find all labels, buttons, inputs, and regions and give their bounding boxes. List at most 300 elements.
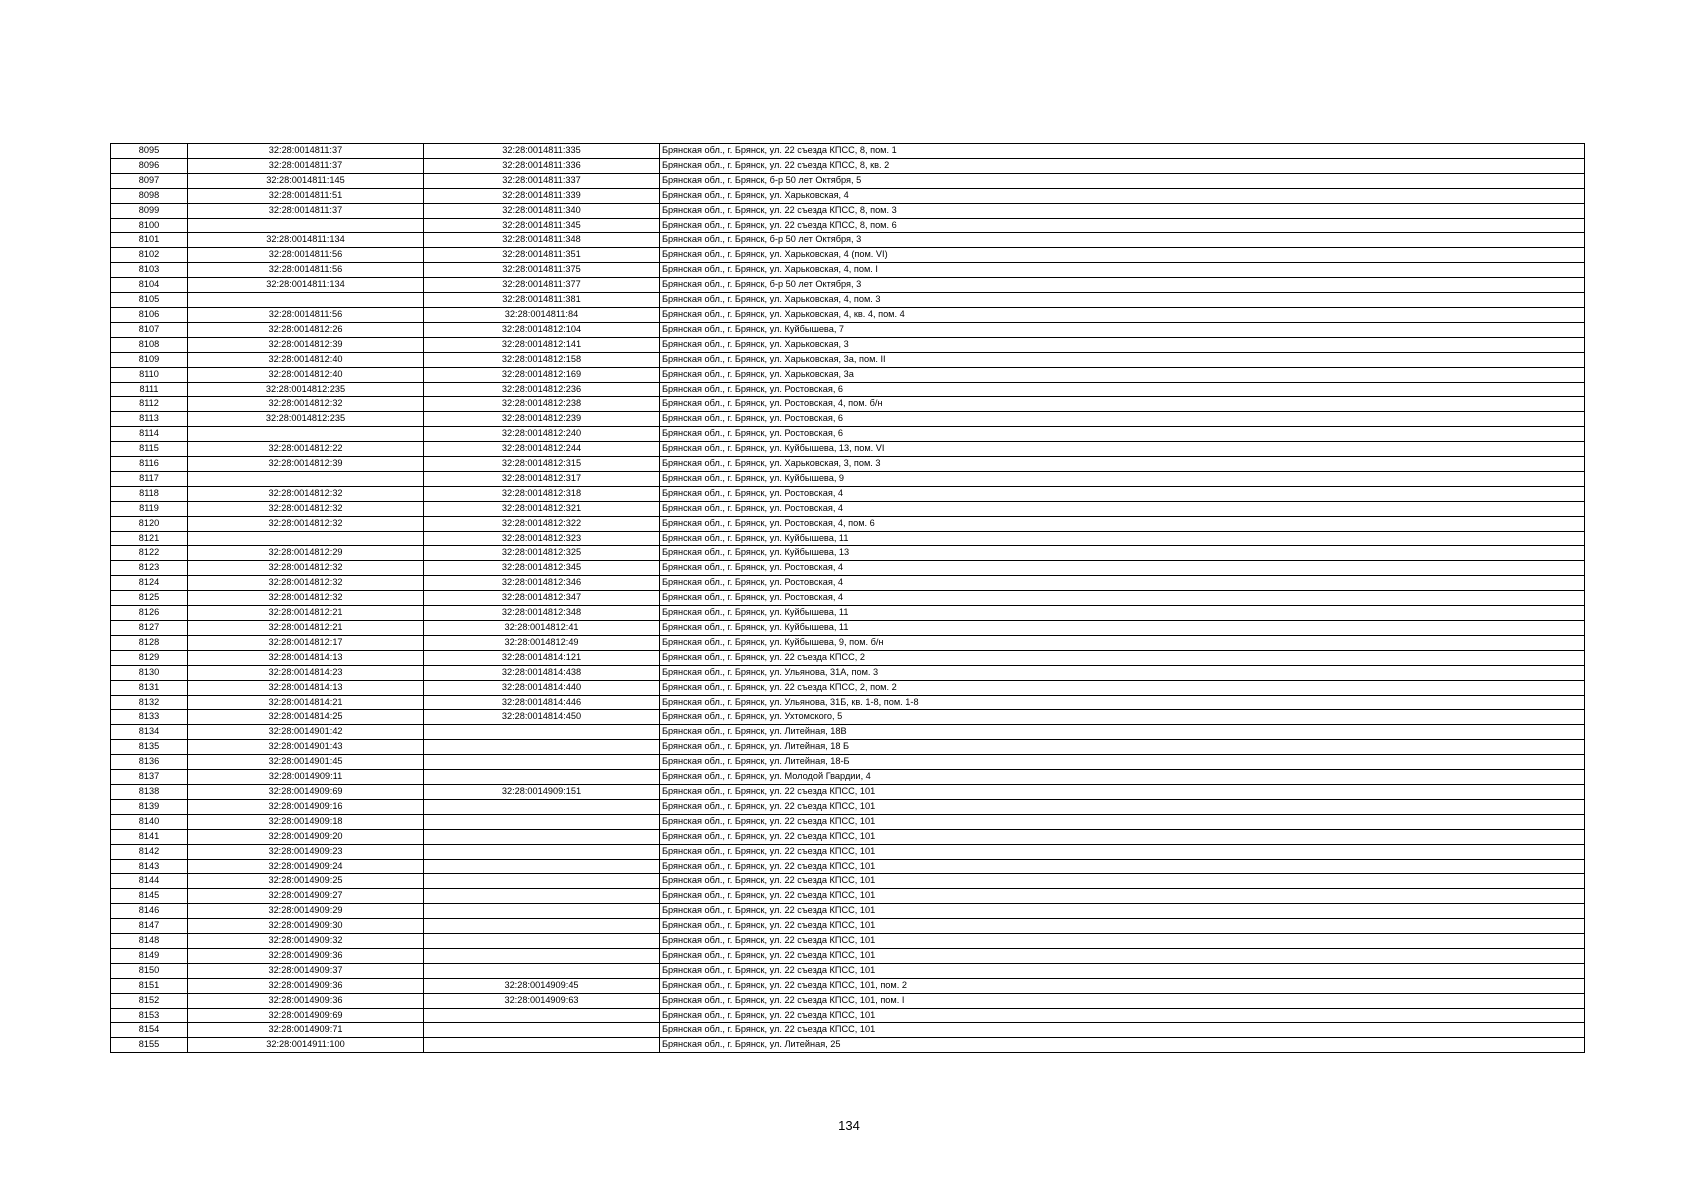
object-cadastral-number-cell: 32:28:0014812:169 xyxy=(424,367,660,382)
land-cadastral-number-cell: 32:28:0014811:134 xyxy=(188,233,424,248)
object-cadastral-number-cell xyxy=(424,874,660,889)
land-cadastral-number-cell: 32:28:0014901:45 xyxy=(188,755,424,770)
address-cell: Брянская обл., г. Брянск, ул. 22 съезда КПСС, 101 xyxy=(660,1008,1585,1023)
table-row xyxy=(111,1038,1585,1053)
table-row xyxy=(111,382,1585,397)
row-number-cell: 8147 xyxy=(111,919,188,934)
object-cadastral-number-cell xyxy=(424,829,660,844)
table-row xyxy=(111,889,1585,904)
table-row xyxy=(111,740,1585,755)
address-cell: Брянская обл., г. Брянск, ул. Ростовская, 6 xyxy=(660,412,1585,427)
address-cell: Брянская обл., г. Брянск, ул. Литейная, 18 Б xyxy=(660,740,1585,755)
address-cell: Брянская обл., г. Брянск, ул. Куйбышева, 9, пом. б/н xyxy=(660,635,1585,650)
table-row xyxy=(111,710,1585,725)
address-cell: Брянская обл., г. Брянск, ул. Куйбышева, 13 xyxy=(660,546,1585,561)
address-cell: Брянская обл., г. Брянск, ул. Ростовская, 4 xyxy=(660,561,1585,576)
object-cadastral-number-cell: 32:28:0014811:337 xyxy=(424,173,660,188)
table-row xyxy=(111,874,1585,889)
row-number-cell: 8115 xyxy=(111,442,188,457)
object-cadastral-number-cell: 32:28:0014812:236 xyxy=(424,382,660,397)
row-number-cell: 8129 xyxy=(111,650,188,665)
table-row xyxy=(111,218,1585,233)
table-row xyxy=(111,635,1585,650)
row-number-cell: 8139 xyxy=(111,799,188,814)
land-cadastral-number-cell: 32:28:0014812:22 xyxy=(188,442,424,457)
object-cadastral-number-cell xyxy=(424,770,660,785)
land-cadastral-number-cell: 32:28:0014812:32 xyxy=(188,501,424,516)
address-cell: Брянская обл., г. Брянск, ул. Ростовская, 4 xyxy=(660,591,1585,606)
row-number-cell: 8130 xyxy=(111,665,188,680)
land-cadastral-number-cell: 32:28:0014909:36 xyxy=(188,948,424,963)
address-cell: Брянская обл., г. Брянск, ул. Ростовская, 4, пом. 6 xyxy=(660,516,1585,531)
table-row xyxy=(111,293,1585,308)
row-number-cell: 8125 xyxy=(111,591,188,606)
object-cadastral-number-cell xyxy=(424,919,660,934)
land-cadastral-number-cell: 32:28:0014812:32 xyxy=(188,516,424,531)
land-cadastral-number-cell: 32:28:0014814:13 xyxy=(188,650,424,665)
address-cell: Брянская обл., г. Брянск, б-р 50 лет Октября, 5 xyxy=(660,173,1585,188)
object-cadastral-number-cell: 32:28:0014814:446 xyxy=(424,695,660,710)
land-cadastral-number-cell: 32:28:0014909:29 xyxy=(188,904,424,919)
land-cadastral-number-cell: 32:28:0014812:40 xyxy=(188,352,424,367)
object-cadastral-number-cell: 32:28:0014814:121 xyxy=(424,650,660,665)
table-row xyxy=(111,233,1585,248)
land-cadastral-number-cell: 32:28:0014812:235 xyxy=(188,412,424,427)
object-cadastral-number-cell: 32:28:0014812:238 xyxy=(424,397,660,412)
object-cadastral-number-cell: 32:28:0014812:141 xyxy=(424,337,660,352)
row-number-cell: 8121 xyxy=(111,531,188,546)
land-cadastral-number-cell: 32:28:0014811:145 xyxy=(188,173,424,188)
object-cadastral-number-cell: 32:28:0014811:336 xyxy=(424,158,660,173)
address-cell: Брянская обл., г. Брянск, б-р 50 лет Октября, 3 xyxy=(660,233,1585,248)
table-row xyxy=(111,173,1585,188)
table-row xyxy=(111,412,1585,427)
table-row xyxy=(111,725,1585,740)
registry-table xyxy=(110,143,1585,1053)
object-cadastral-number-cell xyxy=(424,1038,660,1053)
row-number-cell: 8142 xyxy=(111,844,188,859)
row-number-cell: 8152 xyxy=(111,993,188,1008)
row-number-cell: 8107 xyxy=(111,322,188,337)
row-number-cell: 8135 xyxy=(111,740,188,755)
land-cadastral-number-cell: 32:28:0014909:18 xyxy=(188,814,424,829)
table-row xyxy=(111,695,1585,710)
address-cell: Брянская обл., г. Брянск, ул. 22 съезда КПСС, 101 xyxy=(660,799,1585,814)
row-number-cell: 8140 xyxy=(111,814,188,829)
object-cadastral-number-cell: 32:28:0014811:340 xyxy=(424,203,660,218)
table-row xyxy=(111,397,1585,412)
address-cell: Брянская обл., г. Брянск, ул. Куйбышева, 11 xyxy=(660,621,1585,636)
object-cadastral-number-cell xyxy=(424,755,660,770)
object-cadastral-number-cell: 32:28:0014909:45 xyxy=(424,978,660,993)
land-cadastral-number-cell: 32:28:0014909:11 xyxy=(188,770,424,785)
object-cadastral-number-cell: 32:28:0014812:325 xyxy=(424,546,660,561)
address-cell: Брянская обл., г. Брянск, ул. Ростовская, 4 xyxy=(660,486,1585,501)
address-cell: Брянская обл., г. Брянск, ул. 22 съезда КПСС, 101, пом. I xyxy=(660,993,1585,1008)
land-cadastral-number-cell: 32:28:0014909:23 xyxy=(188,844,424,859)
object-cadastral-number-cell: 32:28:0014812:239 xyxy=(424,412,660,427)
address-cell: Брянская обл., г. Брянск, ул. Харьковская, 3 xyxy=(660,337,1585,352)
row-number-cell: 8108 xyxy=(111,337,188,352)
table-row xyxy=(111,1008,1585,1023)
table-row xyxy=(111,501,1585,516)
address-cell: Брянская обл., г. Брянск, ул. 22 съезда КПСС, 101 xyxy=(660,904,1585,919)
table-row xyxy=(111,680,1585,695)
row-number-cell: 8155 xyxy=(111,1038,188,1053)
table-row xyxy=(111,919,1585,934)
table-row xyxy=(111,978,1585,993)
land-cadastral-number-cell: 32:28:0014909:27 xyxy=(188,889,424,904)
row-number-cell: 8137 xyxy=(111,770,188,785)
land-cadastral-number-cell: 32:28:0014811:56 xyxy=(188,263,424,278)
page-number: 134 xyxy=(838,1118,860,1133)
address-cell: Брянская обл., г. Брянск, ул. 22 съезда КПСС, 101 xyxy=(660,963,1585,978)
address-cell: Брянская обл., г. Брянск, ул. 22 съезда КПСС, 101 xyxy=(660,784,1585,799)
row-number-cell: 8154 xyxy=(111,1023,188,1038)
table-row xyxy=(111,904,1585,919)
address-cell: Брянская обл., г. Брянск, ул. 22 съезда КПСС, 101 xyxy=(660,889,1585,904)
object-cadastral-number-cell: 32:28:0014811:351 xyxy=(424,248,660,263)
row-number-cell: 8099 xyxy=(111,203,188,218)
land-cadastral-number-cell xyxy=(188,427,424,442)
land-cadastral-number-cell: 32:28:0014812:39 xyxy=(188,337,424,352)
row-number-cell: 8123 xyxy=(111,561,188,576)
object-cadastral-number-cell xyxy=(424,814,660,829)
row-number-cell: 8118 xyxy=(111,486,188,501)
object-cadastral-number-cell: 32:28:0014812:347 xyxy=(424,591,660,606)
object-cadastral-number-cell: 32:28:0014909:63 xyxy=(424,993,660,1008)
land-cadastral-number-cell: 32:28:0014811:37 xyxy=(188,144,424,159)
address-cell: Брянская обл., г. Брянск, ул. 22 съезда КПСС, 8, кв. 2 xyxy=(660,158,1585,173)
object-cadastral-number-cell: 32:28:0014811:339 xyxy=(424,188,660,203)
object-cadastral-number-cell: 32:28:0014811:345 xyxy=(424,218,660,233)
address-cell: Брянская обл., г. Брянск, ул. Литейная, 18-Б xyxy=(660,755,1585,770)
row-number-cell: 8117 xyxy=(111,471,188,486)
address-cell: Брянская обл., г. Брянск, ул. Ростовская, 4, пом. б/н xyxy=(660,397,1585,412)
land-cadastral-number-cell: 32:28:0014909:20 xyxy=(188,829,424,844)
table-row xyxy=(111,1023,1585,1038)
land-cadastral-number-cell: 32:28:0014909:37 xyxy=(188,963,424,978)
address-cell: Брянская обл., г. Брянск, ул. Молодой Гвардии, 4 xyxy=(660,770,1585,785)
address-cell: Брянская обл., г. Брянск, ул. Харьковская, 4 (пом. VI) xyxy=(660,248,1585,263)
land-cadastral-number-cell xyxy=(188,531,424,546)
address-cell: Брянская обл., г. Брянск, ул. 22 съезда КПСС, 101 xyxy=(660,814,1585,829)
row-number-cell: 8106 xyxy=(111,307,188,322)
address-cell: Брянская обл., г. Брянск, ул. Ухтомского, 5 xyxy=(660,710,1585,725)
land-cadastral-number-cell: 32:28:0014909:69 xyxy=(188,1008,424,1023)
object-cadastral-number-cell xyxy=(424,740,660,755)
land-cadastral-number-cell xyxy=(188,471,424,486)
land-cadastral-number-cell: 32:28:0014814:13 xyxy=(188,680,424,695)
table-row xyxy=(111,427,1585,442)
row-number-cell: 8102 xyxy=(111,248,188,263)
address-cell: Брянская обл., г. Брянск, ул. Ростовская, 4 xyxy=(660,576,1585,591)
row-number-cell: 8110 xyxy=(111,367,188,382)
row-number-cell: 8131 xyxy=(111,680,188,695)
object-cadastral-number-cell: 32:28:0014812:240 xyxy=(424,427,660,442)
table-row xyxy=(111,322,1585,337)
address-cell: Брянская обл., г. Брянск, ул. Харьковская, 3а xyxy=(660,367,1585,382)
land-cadastral-number-cell: 32:28:0014812:235 xyxy=(188,382,424,397)
row-number-cell: 8095 xyxy=(111,144,188,159)
row-number-cell: 8149 xyxy=(111,948,188,963)
address-cell: Брянская обл., г. Брянск, ул. Харьковская, 3а, пом. II xyxy=(660,352,1585,367)
row-number-cell: 8126 xyxy=(111,606,188,621)
table-row xyxy=(111,486,1585,501)
address-cell: Брянская обл., г. Брянск, ул. 22 съезда КПСС, 8, пом. 3 xyxy=(660,203,1585,218)
land-cadastral-number-cell: 32:28:0014909:16 xyxy=(188,799,424,814)
address-cell: Брянская обл., г. Брянск, ул. 22 съезда КПСС, 101 xyxy=(660,859,1585,874)
address-cell: Брянская обл., г. Брянск, ул. 22 съезда КПСС, 101 xyxy=(660,1023,1585,1038)
object-cadastral-number-cell xyxy=(424,799,660,814)
table-row xyxy=(111,621,1585,636)
table-row xyxy=(111,531,1585,546)
object-cadastral-number-cell: 32:28:0014812:317 xyxy=(424,471,660,486)
row-number-cell: 8109 xyxy=(111,352,188,367)
row-number-cell: 8148 xyxy=(111,934,188,949)
object-cadastral-number-cell: 32:28:0014812:323 xyxy=(424,531,660,546)
row-number-cell: 8100 xyxy=(111,218,188,233)
table-row xyxy=(111,948,1585,963)
table-row xyxy=(111,650,1585,665)
land-cadastral-number-cell: 32:28:0014909:69 xyxy=(188,784,424,799)
object-cadastral-number-cell: 32:28:0014909:151 xyxy=(424,784,660,799)
row-number-cell: 8134 xyxy=(111,725,188,740)
address-cell: Брянская обл., г. Брянск, ул. Литейная, 18В xyxy=(660,725,1585,740)
object-cadastral-number-cell xyxy=(424,889,660,904)
land-cadastral-number-cell: 32:28:0014812:21 xyxy=(188,621,424,636)
object-cadastral-number-cell: 32:28:0014812:49 xyxy=(424,635,660,650)
address-cell: Брянская обл., г. Брянск, б-р 50 лет Октября, 3 xyxy=(660,278,1585,293)
table-row xyxy=(111,576,1585,591)
object-cadastral-number-cell: 32:28:0014814:440 xyxy=(424,680,660,695)
table-row xyxy=(111,993,1585,1008)
land-cadastral-number-cell: 32:28:0014812:32 xyxy=(188,561,424,576)
row-number-cell: 8122 xyxy=(111,546,188,561)
object-cadastral-number-cell: 32:28:0014812:345 xyxy=(424,561,660,576)
object-cadastral-number-cell: 32:28:0014812:322 xyxy=(424,516,660,531)
address-cell: Брянская обл., г. Брянск, ул. 22 съезда КПСС, 8, пом. 6 xyxy=(660,218,1585,233)
object-cadastral-number-cell: 32:28:0014812:346 xyxy=(424,576,660,591)
table-row xyxy=(111,278,1585,293)
address-cell: Брянская обл., г. Брянск, ул. Харьковская, 4, кв. 4, пом. 4 xyxy=(660,307,1585,322)
object-cadastral-number-cell: 32:28:0014811:348 xyxy=(424,233,660,248)
land-cadastral-number-cell: 32:28:0014909:25 xyxy=(188,874,424,889)
table-row xyxy=(111,859,1585,874)
table-row xyxy=(111,203,1585,218)
object-cadastral-number-cell: 32:28:0014814:450 xyxy=(424,710,660,725)
row-number-cell: 8141 xyxy=(111,829,188,844)
object-cadastral-number-cell: 32:28:0014812:348 xyxy=(424,606,660,621)
land-cadastral-number-cell: 32:28:0014814:23 xyxy=(188,665,424,680)
address-cell: Брянская обл., г. Брянск, ул. Куйбышева, 13, пом. VI xyxy=(660,442,1585,457)
address-cell: Брянская обл., г. Брянск, ул. Ульянова, 31Б, кв. 1-8, пом. 1-8 xyxy=(660,695,1585,710)
row-number-cell: 8111 xyxy=(111,382,188,397)
row-number-cell: 8104 xyxy=(111,278,188,293)
table-row xyxy=(111,188,1585,203)
land-cadastral-number-cell: 32:28:0014811:134 xyxy=(188,278,424,293)
row-number-cell: 8120 xyxy=(111,516,188,531)
object-cadastral-number-cell: 32:28:0014811:381 xyxy=(424,293,660,308)
table-row xyxy=(111,606,1585,621)
table-row xyxy=(111,665,1585,680)
row-number-cell: 8112 xyxy=(111,397,188,412)
table-row xyxy=(111,561,1585,576)
land-cadastral-number-cell: 32:28:0014812:32 xyxy=(188,486,424,501)
row-number-cell: 8143 xyxy=(111,859,188,874)
object-cadastral-number-cell: 32:28:0014811:335 xyxy=(424,144,660,159)
object-cadastral-number-cell: 32:28:0014812:158 xyxy=(424,352,660,367)
land-cadastral-number-cell: 32:28:0014812:39 xyxy=(188,457,424,472)
address-cell: Брянская обл., г. Брянск, ул. Харьковская, 4 xyxy=(660,188,1585,203)
object-cadastral-number-cell xyxy=(424,1023,660,1038)
row-number-cell: 8097 xyxy=(111,173,188,188)
land-cadastral-number-cell xyxy=(188,218,424,233)
table-row xyxy=(111,814,1585,829)
table-row xyxy=(111,442,1585,457)
object-cadastral-number-cell xyxy=(424,844,660,859)
row-number-cell: 8132 xyxy=(111,695,188,710)
row-number-cell: 8101 xyxy=(111,233,188,248)
row-number-cell: 8119 xyxy=(111,501,188,516)
address-cell: Брянская обл., г. Брянск, ул. Куйбышева, 11 xyxy=(660,606,1585,621)
object-cadastral-number-cell xyxy=(424,904,660,919)
address-cell: Брянская обл., г. Брянск, ул. 22 съезда КПСС, 101 xyxy=(660,844,1585,859)
row-number-cell: 8103 xyxy=(111,263,188,278)
object-cadastral-number-cell xyxy=(424,948,660,963)
land-cadastral-number-cell: 32:28:0014812:40 xyxy=(188,367,424,382)
land-cadastral-number-cell: 32:28:0014812:21 xyxy=(188,606,424,621)
row-number-cell: 8150 xyxy=(111,963,188,978)
object-cadastral-number-cell: 32:28:0014811:377 xyxy=(424,278,660,293)
row-number-cell: 8113 xyxy=(111,412,188,427)
address-cell: Брянская обл., г. Брянск, ул. 22 съезда КПСС, 101 xyxy=(660,874,1585,889)
object-cadastral-number-cell xyxy=(424,725,660,740)
table-row xyxy=(111,963,1585,978)
object-cadastral-number-cell: 32:28:0014812:104 xyxy=(424,322,660,337)
table-row xyxy=(111,158,1585,173)
table-row xyxy=(111,471,1585,486)
row-number-cell: 8096 xyxy=(111,158,188,173)
row-number-cell: 8151 xyxy=(111,978,188,993)
address-cell: Брянская обл., г. Брянск, ул. Куйбышева, 7 xyxy=(660,322,1585,337)
object-cadastral-number-cell: 32:28:0014812:315 xyxy=(424,457,660,472)
table-row xyxy=(111,516,1585,531)
land-cadastral-number-cell: 32:28:0014909:32 xyxy=(188,934,424,949)
table-row xyxy=(111,770,1585,785)
land-cadastral-number-cell: 32:28:0014911:100 xyxy=(188,1038,424,1053)
row-number-cell: 8153 xyxy=(111,1008,188,1023)
row-number-cell: 8138 xyxy=(111,784,188,799)
table-row xyxy=(111,784,1585,799)
row-number-cell: 8127 xyxy=(111,621,188,636)
land-cadastral-number-cell: 32:28:0014814:25 xyxy=(188,710,424,725)
land-cadastral-number-cell: 32:28:0014811:37 xyxy=(188,158,424,173)
object-cadastral-number-cell: 32:28:0014811:84 xyxy=(424,307,660,322)
land-cadastral-number-cell: 32:28:0014909:36 xyxy=(188,993,424,1008)
address-cell: Брянская обл., г. Брянск, ул. 22 съезда КПСС, 101, пом. 2 xyxy=(660,978,1585,993)
address-cell: Брянская обл., г. Брянск, ул. 22 съезда КПСС, 2, пом. 2 xyxy=(660,680,1585,695)
land-cadastral-number-cell: 32:28:0014811:51 xyxy=(188,188,424,203)
table-row xyxy=(111,307,1585,322)
table-row xyxy=(111,934,1585,949)
address-cell: Брянская обл., г. Брянск, ул. 22 съезда КПСС, 101 xyxy=(660,829,1585,844)
row-number-cell: 8116 xyxy=(111,457,188,472)
row-number-cell: 8098 xyxy=(111,188,188,203)
address-cell: Брянская обл., г. Брянск, ул. Ростовская, 4 xyxy=(660,501,1585,516)
land-cadastral-number-cell: 32:28:0014811:56 xyxy=(188,248,424,263)
table-row xyxy=(111,457,1585,472)
land-cadastral-number-cell xyxy=(188,293,424,308)
address-cell: Брянская обл., г. Брянск, ул. Харьковская, 4, пом. I xyxy=(660,263,1585,278)
address-cell: Брянская обл., г. Брянск, ул. Ульянова, 31А, пом. 3 xyxy=(660,665,1585,680)
row-number-cell: 8136 xyxy=(111,755,188,770)
land-cadastral-number-cell: 32:28:0014812:32 xyxy=(188,576,424,591)
land-cadastral-number-cell: 32:28:0014909:30 xyxy=(188,919,424,934)
land-cadastral-number-cell: 32:28:0014909:24 xyxy=(188,859,424,874)
land-cadastral-number-cell: 32:28:0014909:71 xyxy=(188,1023,424,1038)
table-row xyxy=(111,263,1585,278)
row-number-cell: 8124 xyxy=(111,576,188,591)
land-cadastral-number-cell: 32:28:0014812:26 xyxy=(188,322,424,337)
land-cadastral-number-cell: 32:28:0014812:32 xyxy=(188,397,424,412)
row-number-cell: 8145 xyxy=(111,889,188,904)
table-row xyxy=(111,799,1585,814)
object-cadastral-number-cell: 32:28:0014812:321 xyxy=(424,501,660,516)
address-cell: Брянская обл., г. Брянск, ул. 22 съезда КПСС, 2 xyxy=(660,650,1585,665)
registry-table-body xyxy=(111,144,1585,1053)
object-cadastral-number-cell: 32:28:0014812:41 xyxy=(424,621,660,636)
address-cell: Брянская обл., г. Брянск, ул. Харьковская, 3, пом. 3 xyxy=(660,457,1585,472)
table-row xyxy=(111,829,1585,844)
table-row xyxy=(111,367,1585,382)
table-row xyxy=(111,844,1585,859)
land-cadastral-number-cell: 32:28:0014811:56 xyxy=(188,307,424,322)
land-cadastral-number-cell: 32:28:0014814:21 xyxy=(188,695,424,710)
land-cadastral-number-cell: 32:28:0014812:32 xyxy=(188,591,424,606)
object-cadastral-number-cell xyxy=(424,859,660,874)
address-cell: Брянская обл., г. Брянск, ул. 22 съезда КПСС, 101 xyxy=(660,919,1585,934)
address-cell: Брянская обл., г. Брянск, ул. Ростовская, 6 xyxy=(660,382,1585,397)
address-cell: Брянская обл., г. Брянск, ул. Харьковская, 4, пом. 3 xyxy=(660,293,1585,308)
row-number-cell: 8105 xyxy=(111,293,188,308)
address-cell: Брянская обл., г. Брянск, ул. Ростовская, 6 xyxy=(660,427,1585,442)
address-cell: Брянская обл., г. Брянск, ул. 22 съезда КПСС, 101 xyxy=(660,934,1585,949)
object-cadastral-number-cell: 32:28:0014812:244 xyxy=(424,442,660,457)
object-cadastral-number-cell: 32:28:0014811:375 xyxy=(424,263,660,278)
land-cadastral-number-cell: 32:28:0014901:43 xyxy=(188,740,424,755)
address-cell: Брянская обл., г. Брянск, ул. Литейная, 25 xyxy=(660,1038,1585,1053)
table-row xyxy=(111,337,1585,352)
table-row xyxy=(111,755,1585,770)
table-row xyxy=(111,248,1585,263)
table-row xyxy=(111,144,1585,159)
object-cadastral-number-cell xyxy=(424,963,660,978)
object-cadastral-number-cell: 32:28:0014812:318 xyxy=(424,486,660,501)
land-cadastral-number-cell: 32:28:0014812:29 xyxy=(188,546,424,561)
land-cadastral-number-cell: 32:28:0014811:37 xyxy=(188,203,424,218)
table-row xyxy=(111,352,1585,367)
land-cadastral-number-cell: 32:28:0014909:36 xyxy=(188,978,424,993)
row-number-cell: 8144 xyxy=(111,874,188,889)
table-row xyxy=(111,546,1585,561)
row-number-cell: 8114 xyxy=(111,427,188,442)
address-cell: Брянская обл., г. Брянск, ул. 22 съезда КПСС, 8, пом. 1 xyxy=(660,144,1585,159)
row-number-cell: 8146 xyxy=(111,904,188,919)
row-number-cell: 8128 xyxy=(111,635,188,650)
row-number-cell: 8133 xyxy=(111,710,188,725)
address-cell: Брянская обл., г. Брянск, ул. 22 съезда КПСС, 101 xyxy=(660,948,1585,963)
